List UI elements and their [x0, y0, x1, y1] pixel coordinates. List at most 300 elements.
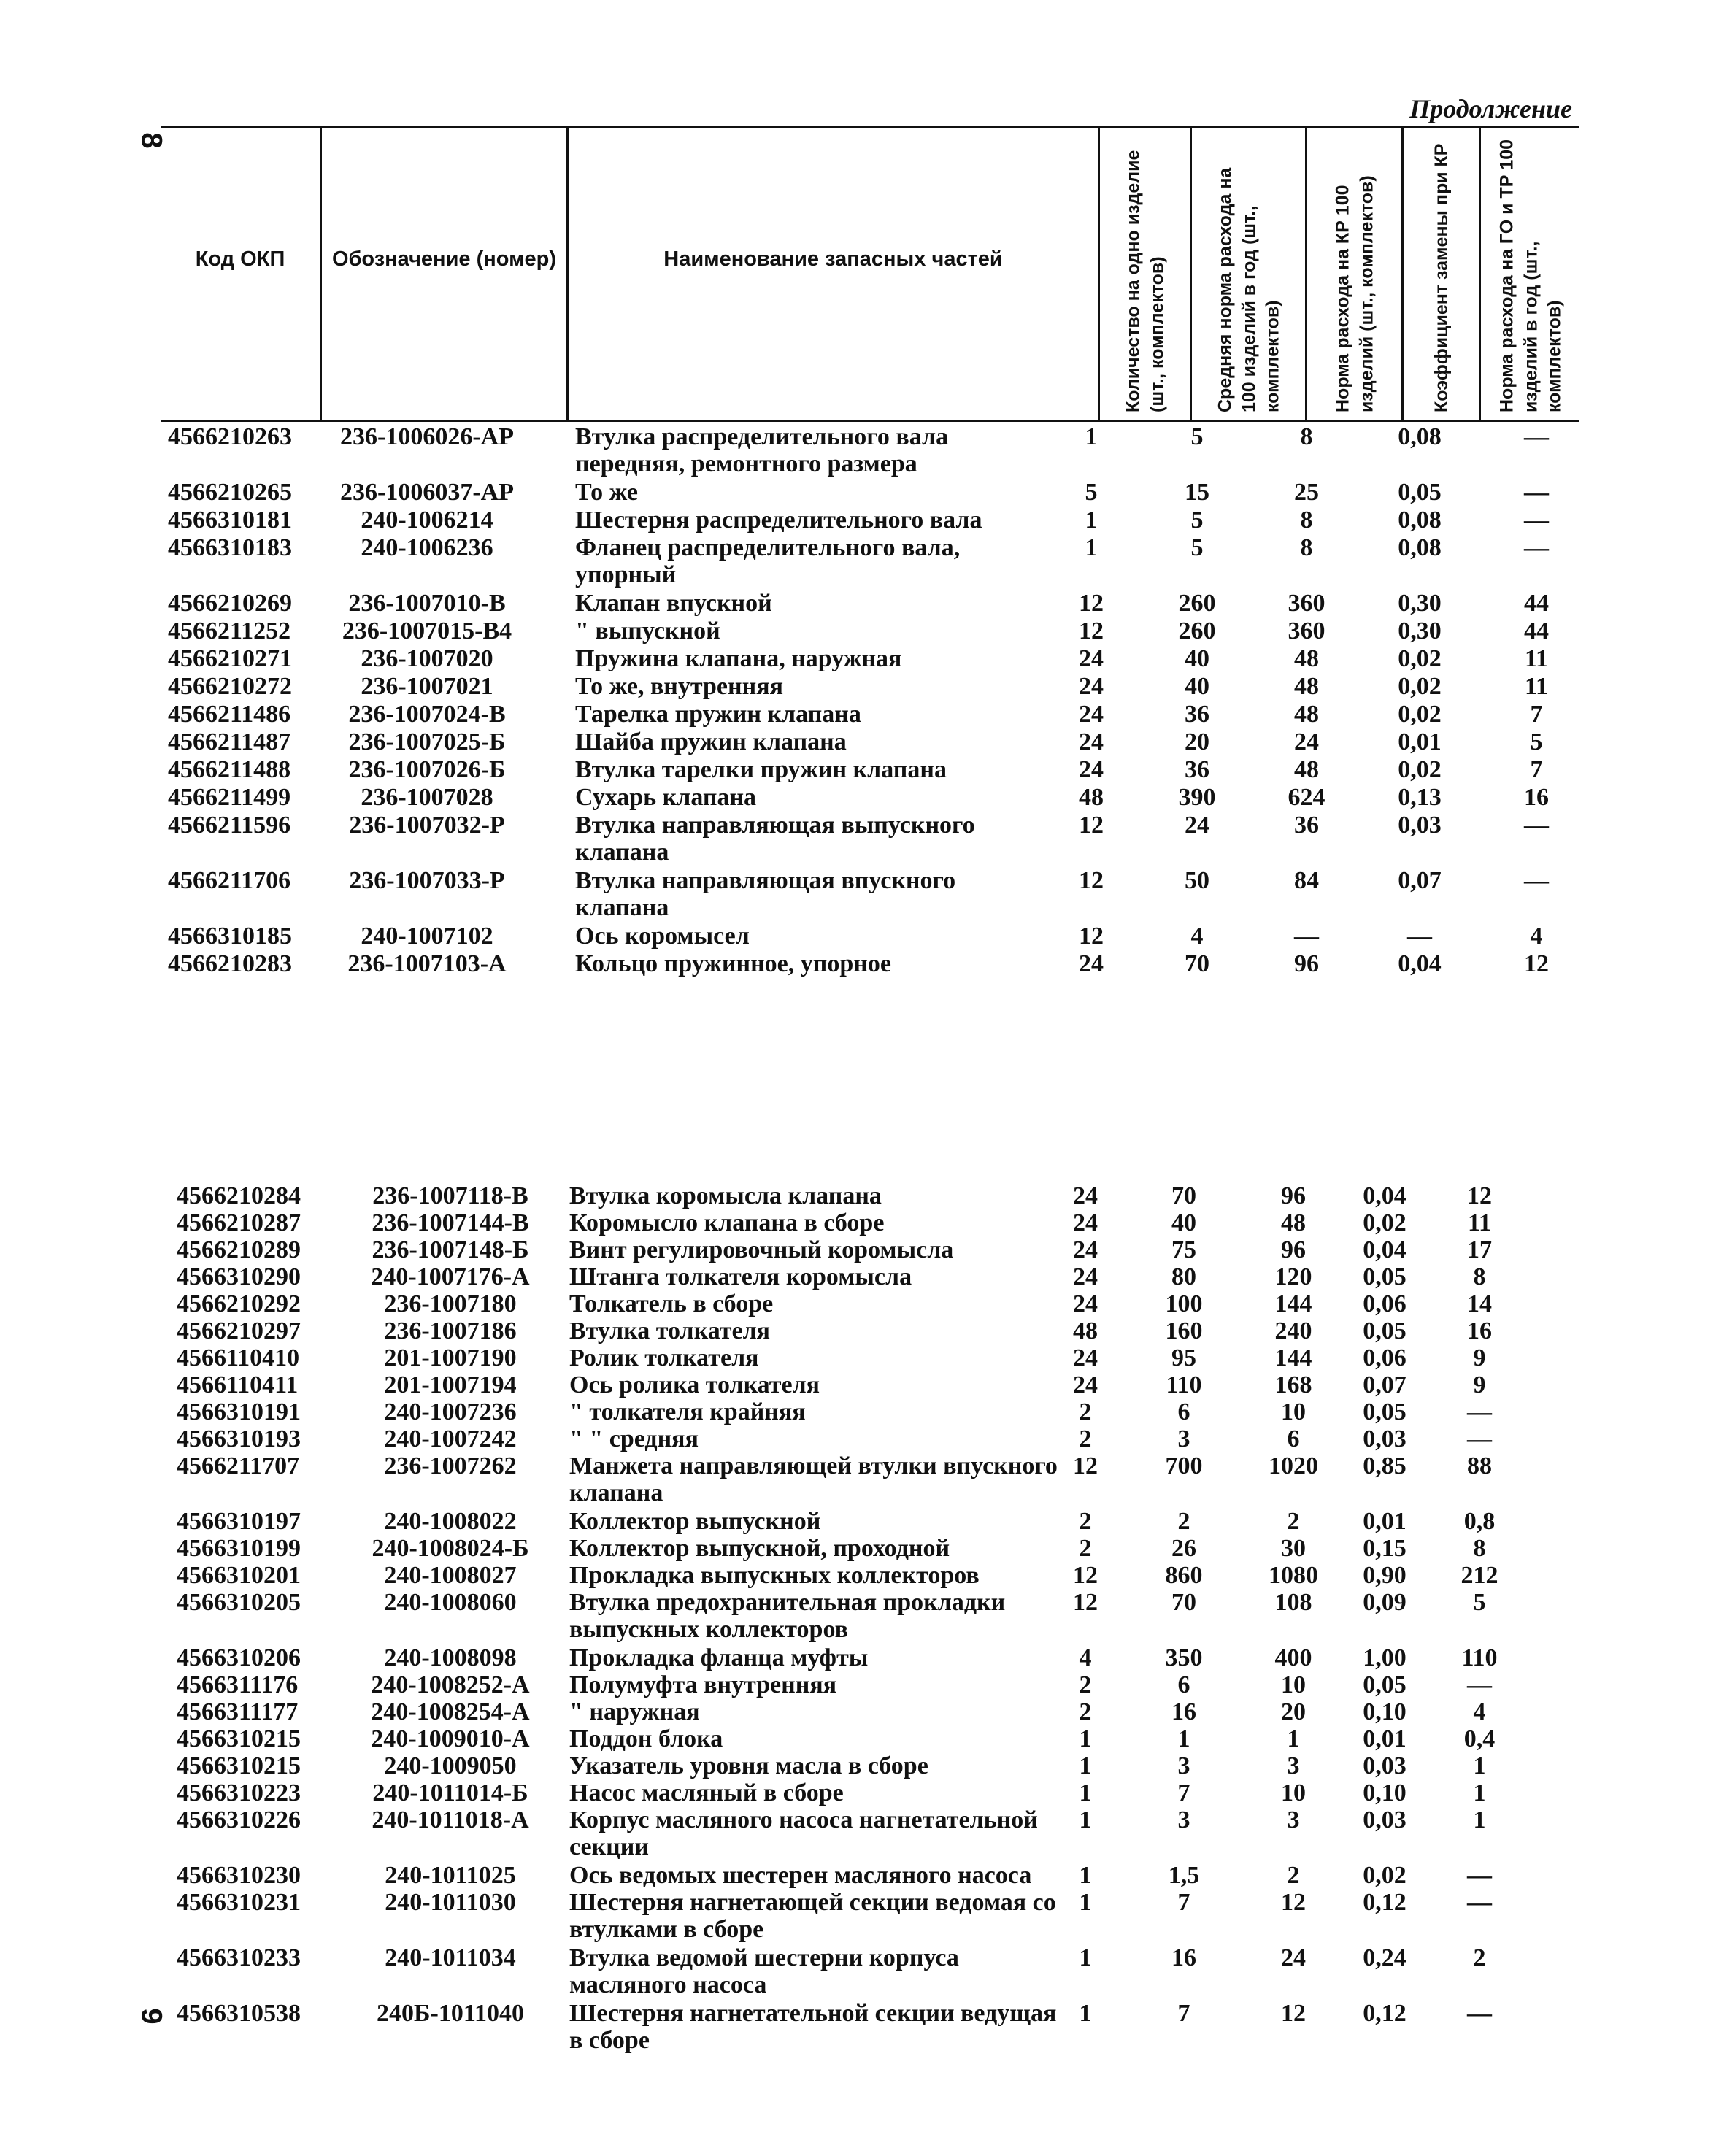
- cell-qty: 2: [1079, 1698, 1092, 1725]
- cell-kr: 1: [1287, 1725, 1300, 1752]
- cell-norm: 40: [1185, 673, 1209, 700]
- cell-norm: 260: [1178, 590, 1216, 617]
- cell-norm: 350: [1165, 1644, 1203, 1671]
- cell-go: —: [1467, 1425, 1492, 1452]
- cell-kr: 144: [1274, 1344, 1312, 1371]
- cell-kr: 96: [1281, 1182, 1306, 1209]
- cell-name: Ролик толкателя: [569, 1344, 759, 1371]
- cell-go: 5: [1530, 728, 1543, 755]
- cell-coef: 0,05: [1398, 479, 1442, 506]
- cell-code: 4566310290: [177, 1263, 301, 1290]
- cell-coef: 0,90: [1363, 1562, 1406, 1589]
- cell-code: 4566211487: [168, 728, 291, 755]
- cell-norm: 80: [1171, 1263, 1196, 1290]
- cell-name: Прокладка выпускных коллекторов: [569, 1562, 980, 1589]
- cell-code: 4566310181: [168, 507, 292, 534]
- cell-qty: 2: [1079, 1535, 1092, 1562]
- cell-norm: 36: [1185, 701, 1209, 728]
- cell-code: 4566310215: [177, 1725, 301, 1752]
- cell-num: 240-1008254-А: [371, 1698, 530, 1725]
- cell-go: 1: [1473, 1779, 1486, 1806]
- cell-num: 240-1009050: [384, 1752, 517, 1779]
- cell-coef: 0,08: [1398, 534, 1442, 561]
- cell-code: 4566310231: [177, 1889, 301, 1916]
- cell-name: " наружная: [569, 1698, 700, 1725]
- header-coef: Коэффициент замены при КР: [1401, 128, 1479, 420]
- cell-go: 88: [1467, 1452, 1492, 1479]
- cell-coef: —: [1407, 923, 1432, 950]
- cell-go: 4: [1530, 923, 1543, 950]
- cell-kr: 96: [1281, 1236, 1306, 1263]
- cell-qty: 48: [1079, 784, 1104, 811]
- cell-code: 4566210292: [177, 1290, 301, 1317]
- cell-coef: 0,12: [1363, 1889, 1406, 1916]
- cell-go: 12: [1524, 950, 1549, 977]
- cell-qty: 24: [1079, 950, 1104, 977]
- cell-qty: 5: [1085, 479, 1098, 506]
- cell-code: 4566310199: [177, 1535, 301, 1562]
- cell-coef: 0,05: [1363, 1398, 1406, 1425]
- cell-name: Клапан впускной: [575, 590, 772, 617]
- cell-go: 17: [1467, 1236, 1492, 1263]
- cell-kr: 36: [1294, 812, 1319, 839]
- cell-name: Шестерня нагнетающей секции ведомая со втулками в сборе: [569, 1889, 1056, 1943]
- cell-num: 240-1007242: [384, 1425, 517, 1452]
- cell-norm: 110: [1166, 1371, 1202, 1398]
- cell-num: 240-1008024-Б: [372, 1535, 529, 1562]
- cell-name: То же, внутренняя: [575, 673, 783, 700]
- cell-name: То же: [575, 479, 638, 506]
- cell-norm: 7: [1177, 1779, 1190, 1806]
- cell-qty: 12: [1079, 812, 1104, 839]
- cell-kr: 48: [1281, 1209, 1306, 1236]
- cell-qty: 2: [1079, 1398, 1092, 1425]
- cell-qty: 12: [1079, 867, 1104, 894]
- cell-name: " " средняя: [569, 1425, 699, 1452]
- cell-num: 240-1008060: [384, 1589, 517, 1616]
- cell-qty: 24: [1073, 1344, 1098, 1371]
- cell-qty: 24: [1073, 1290, 1098, 1317]
- cell-norm: 5: [1190, 507, 1204, 534]
- cell-code: 4566211707: [177, 1452, 300, 1479]
- cell-name: Коллектор выпускной, проходной: [569, 1535, 950, 1562]
- cell-kr: 48: [1294, 756, 1319, 783]
- cell-norm: 40: [1171, 1209, 1196, 1236]
- cell-name: Втулка толкателя: [569, 1317, 771, 1344]
- cell-num: 236-1007020: [361, 645, 493, 672]
- cell-code: 4566310226: [177, 1806, 301, 1833]
- cell-num: 240-1011034: [385, 1944, 516, 1971]
- cell-coef: 0,05: [1363, 1263, 1406, 1290]
- cell-coef: 0,30: [1398, 590, 1442, 617]
- cell-norm: 4: [1190, 923, 1204, 950]
- cell-name: Винт регулировочный коромысла: [569, 1236, 954, 1263]
- cell-num: 240-1007176-А: [371, 1263, 530, 1290]
- continuation-label: Продолжение: [1409, 94, 1572, 123]
- cell-name: " толкателя крайняя: [569, 1398, 806, 1425]
- cell-kr: 8: [1300, 423, 1313, 450]
- cell-qty: 24: [1079, 645, 1104, 672]
- cell-kr: 30: [1281, 1535, 1306, 1562]
- cell-go: 11: [1524, 645, 1549, 672]
- cell-num: 201-1007190: [384, 1344, 517, 1371]
- cell-code: 4566210272: [168, 673, 292, 700]
- cell-name: Шестерня распределительного вала: [575, 507, 982, 534]
- cell-go: 8: [1473, 1263, 1486, 1290]
- cell-name: Сухарь клапана: [575, 784, 757, 811]
- cell-coef: 0,10: [1363, 1698, 1406, 1725]
- cell-num: 236-1007032-Р: [349, 812, 505, 839]
- cell-num: 236-1007025-Б: [348, 728, 506, 755]
- cell-name: Толкатель в сборе: [569, 1290, 774, 1317]
- cell-name: Втулка направляющая впускного клапана: [575, 867, 956, 921]
- cell-coef: 0,02: [1398, 756, 1442, 783]
- cell-coef: 0,15: [1363, 1535, 1406, 1562]
- cell-name: Ось ведомых шестерен масляного насоса: [569, 1862, 1032, 1889]
- cell-coef: 0,06: [1363, 1290, 1406, 1317]
- cell-coef: 0,13: [1398, 784, 1442, 811]
- cell-norm: 1,5: [1168, 1862, 1200, 1889]
- cell-coef: 0,85: [1363, 1452, 1406, 1479]
- header-kr-norm: Норма расхода на КР 100 изделий (шт., комплектов): [1305, 128, 1401, 420]
- cell-coef: 0,03: [1363, 1752, 1406, 1779]
- cell-coef: 0,07: [1398, 867, 1442, 894]
- cell-code: 4566210265: [168, 479, 292, 506]
- cell-norm: 390: [1178, 784, 1216, 811]
- header-designation: Обозначение (номер): [320, 128, 566, 420]
- cell-name: Коллектор выпускной: [569, 1508, 821, 1535]
- cell-name: Втулка коромысла клапана: [569, 1182, 882, 1209]
- cell-num: 240-1011030: [385, 1889, 516, 1916]
- cell-qty: 24: [1073, 1263, 1098, 1290]
- cell-qty: 1: [1085, 423, 1098, 450]
- cell-name: Фланец распределительного вала, упорный: [575, 534, 961, 588]
- cell-kr: 48: [1294, 673, 1319, 700]
- cell-qty: 1: [1079, 1889, 1092, 1916]
- cell-num: 236-1007144-В: [372, 1209, 529, 1236]
- cell-name: Указатель уровня масла в сборе: [569, 1752, 928, 1779]
- cell-kr: 25: [1294, 479, 1319, 506]
- cell-go: 0,4: [1463, 1725, 1496, 1752]
- cell-qty: 24: [1073, 1209, 1098, 1236]
- cell-kr: 108: [1274, 1589, 1312, 1616]
- cell-name: Втулка направляющая выпускного клапана: [575, 812, 975, 866]
- cell-num: 240-1011025: [385, 1862, 516, 1889]
- cell-qty: 12: [1073, 1452, 1098, 1479]
- cell-kr: 10: [1281, 1671, 1306, 1698]
- cell-qty: 1: [1079, 1806, 1092, 1833]
- cell-norm: 15: [1185, 479, 1209, 506]
- cell-norm: 75: [1171, 1236, 1196, 1263]
- cell-coef: 0,03: [1363, 1425, 1406, 1452]
- cell-code: 4566210284: [177, 1182, 301, 1209]
- cell-code: 4566310183: [168, 534, 292, 561]
- cell-kr: 48: [1294, 645, 1319, 672]
- cell-coef: 0,03: [1398, 812, 1442, 839]
- cell-num: 240Б-1011040: [377, 2000, 524, 2027]
- cell-coef: 0,01: [1363, 1508, 1406, 1535]
- cell-name: Шестерня нагнетательной секции ведущая в сборе: [569, 2000, 1057, 2054]
- cell-num: 240-1008022: [384, 1508, 517, 1535]
- cell-num: 236-1007186: [384, 1317, 517, 1344]
- cell-name: Ось коромысел: [575, 923, 750, 950]
- cell-code: 4566310230: [177, 1862, 301, 1889]
- cell-num: 236-1007028: [361, 784, 493, 811]
- cell-kr: 360: [1288, 617, 1325, 644]
- cell-coef: 0,04: [1398, 950, 1442, 977]
- cell-num: 236-1007118-В: [372, 1182, 528, 1209]
- cell-go: 16: [1467, 1317, 1492, 1344]
- cell-qty: 1: [1079, 1725, 1092, 1752]
- cell-num: 240-1009010-А: [371, 1725, 530, 1752]
- cell-code: 4566210263: [168, 423, 292, 450]
- cell-code: 4566310233: [177, 1944, 301, 1971]
- page-number-top: 8: [135, 132, 168, 149]
- cell-code: 4566310538: [177, 2000, 301, 2027]
- cell-go: 16: [1524, 784, 1549, 811]
- cell-coef: 0,08: [1398, 423, 1442, 450]
- cell-code: 4566210287: [177, 1209, 301, 1236]
- cell-norm: 3: [1177, 1752, 1190, 1779]
- cell-num: 236-1007015-В4: [342, 617, 512, 644]
- cell-go: 44: [1524, 617, 1549, 644]
- cell-coef: 0,08: [1398, 507, 1442, 534]
- cell-code: 4566310193: [177, 1425, 301, 1452]
- cell-qty: 12: [1079, 590, 1104, 617]
- cell-num: 240-1011014-Б: [372, 1779, 528, 1806]
- cell-go: 14: [1467, 1290, 1492, 1317]
- cell-kr: 24: [1281, 1944, 1306, 1971]
- cell-coef: 0,02: [1398, 645, 1442, 672]
- cell-name: Втулка предохранительная прокладки выпускных коллекторов: [569, 1589, 1006, 1643]
- cell-coef: 0,01: [1398, 728, 1442, 755]
- cell-kr: 2: [1287, 1862, 1300, 1889]
- cell-coef: 1,00: [1363, 1644, 1406, 1671]
- cell-kr: 8: [1300, 507, 1313, 534]
- cell-code: 4566310197: [177, 1508, 301, 1535]
- cell-num: 236-1006037-АР: [340, 479, 514, 506]
- cell-qty: 4: [1079, 1644, 1092, 1671]
- cell-kr: 360: [1288, 590, 1325, 617]
- cell-norm: 700: [1165, 1452, 1203, 1479]
- cell-name: Втулка тарелки пружин клапана: [575, 756, 947, 783]
- cell-code: 4566210283: [168, 950, 292, 977]
- cell-qty: 1: [1079, 1862, 1092, 1889]
- cell-num: 240-1006236: [361, 534, 493, 561]
- cell-name: Пружина клапана, наружная: [575, 645, 902, 672]
- cell-code: 4566310201: [177, 1562, 301, 1589]
- cell-coef: 0,05: [1363, 1317, 1406, 1344]
- cell-coef: 0,05: [1363, 1671, 1406, 1698]
- cell-qty: 24: [1079, 756, 1104, 783]
- cell-num: 240-1011018-А: [372, 1806, 529, 1833]
- cell-go: 11: [1524, 673, 1549, 700]
- cell-kr: 3: [1287, 1806, 1300, 1833]
- cell-go: 4: [1473, 1698, 1486, 1725]
- cell-go: 44: [1524, 590, 1549, 617]
- cell-name: Насос масляный в сборе: [569, 1779, 844, 1806]
- cell-code: 4566211596: [168, 812, 291, 839]
- cell-coef: 0,12: [1363, 2000, 1406, 2027]
- cell-code: 4566311177: [177, 1698, 299, 1725]
- cell-num: 236-1007024-В: [348, 701, 506, 728]
- cell-code: 4566210271: [168, 645, 292, 672]
- cell-qty: 1: [1085, 507, 1098, 534]
- cell-code: 4566310185: [168, 923, 292, 950]
- cell-qty: 24: [1073, 1182, 1098, 1209]
- cell-norm: 3: [1177, 1425, 1190, 1452]
- cell-norm: 26: [1171, 1535, 1196, 1562]
- cell-coef: 0,10: [1363, 1779, 1406, 1806]
- cell-norm: 95: [1171, 1344, 1196, 1371]
- cell-qty: 1: [1085, 534, 1098, 561]
- cell-kr: 96: [1294, 950, 1319, 977]
- cell-qty: 24: [1073, 1371, 1098, 1398]
- cell-qty: 1: [1079, 1779, 1092, 1806]
- cell-qty: 24: [1079, 673, 1104, 700]
- cell-num: 240-1008027: [384, 1562, 517, 1589]
- cell-num: 236-1007180: [384, 1290, 517, 1317]
- cell-kr: 400: [1274, 1644, 1312, 1671]
- cell-code: 4566211486: [168, 701, 291, 728]
- cell-code: 4566211252: [168, 617, 291, 644]
- cell-go: 1: [1473, 1806, 1486, 1833]
- cell-go: —: [1524, 479, 1549, 506]
- cell-kr: 84: [1294, 867, 1319, 894]
- cell-norm: 16: [1171, 1698, 1196, 1725]
- cell-code: 4566310191: [177, 1398, 301, 1425]
- cell-go: 12: [1467, 1182, 1492, 1209]
- cell-norm: 160: [1165, 1317, 1203, 1344]
- cell-norm: 36: [1185, 756, 1209, 783]
- table-header: [161, 126, 1579, 422]
- cell-coef: 0,24: [1363, 1944, 1406, 1971]
- cell-qty: 12: [1079, 617, 1104, 644]
- cell-qty: 2: [1079, 1425, 1092, 1452]
- cell-kr: 1080: [1269, 1562, 1318, 1589]
- cell-kr: 24: [1294, 728, 1319, 755]
- cell-go: 8: [1473, 1535, 1486, 1562]
- cell-num: 240-1006214: [361, 507, 493, 534]
- cell-code: 4566211488: [168, 756, 291, 783]
- cell-coef: 0,01: [1363, 1725, 1406, 1752]
- cell-num: 236-1006026-АР: [340, 423, 514, 450]
- cell-qty: 24: [1073, 1236, 1098, 1263]
- cell-name: Шайба пружин клапана: [575, 728, 847, 755]
- cell-norm: 100: [1165, 1290, 1203, 1317]
- cell-num: 236-1007021: [361, 673, 493, 700]
- cell-norm: 7: [1177, 1889, 1190, 1916]
- cell-code: 4566210269: [168, 590, 292, 617]
- cell-num: 236-1007026-Б: [348, 756, 506, 783]
- cell-kr: 20: [1281, 1698, 1306, 1725]
- cell-kr: 6: [1287, 1425, 1300, 1452]
- page-number-bottom: 9: [135, 2008, 168, 2025]
- cell-num: 240-1007236: [384, 1398, 517, 1425]
- cell-go: 1: [1473, 1752, 1486, 1779]
- cell-name: Полумуфта внутренняя: [569, 1671, 837, 1698]
- cell-name: Тарелка пружин клапана: [575, 701, 861, 728]
- cell-coef: 0,04: [1363, 1182, 1406, 1209]
- cell-norm: 2: [1177, 1508, 1190, 1535]
- cell-go: —: [1467, 2000, 1492, 2027]
- cell-name: Поддон блока: [569, 1725, 723, 1752]
- cell-num: 236-1007262: [384, 1452, 517, 1479]
- header-code: Код ОКП: [195, 247, 285, 271]
- cell-coef: 0,02: [1363, 1862, 1406, 1889]
- cell-num: 201-1007194: [384, 1371, 517, 1398]
- cell-go: 5: [1473, 1589, 1486, 1616]
- cell-coef: 0,04: [1363, 1236, 1406, 1263]
- cell-go: —: [1524, 534, 1549, 561]
- cell-code: 4566310215: [177, 1752, 301, 1779]
- cell-kr: 144: [1274, 1290, 1312, 1317]
- cell-coef: 0,03: [1363, 1806, 1406, 1833]
- cell-go: —: [1524, 423, 1549, 450]
- cell-coef: 0,02: [1363, 1209, 1406, 1236]
- cell-norm: 16: [1171, 1944, 1196, 1971]
- header-qty: Количество на одно изделие (шт., комплектов): [1098, 128, 1190, 420]
- cell-norm: 50: [1185, 867, 1209, 894]
- cell-norm: 70: [1171, 1182, 1196, 1209]
- cell-qty: 2: [1079, 1508, 1092, 1535]
- cell-go: —: [1467, 1889, 1492, 1916]
- cell-name: Коромысло клапана в сборе: [569, 1209, 885, 1236]
- cell-norm: 6: [1177, 1671, 1190, 1698]
- cell-name: Манжета направляющей втулки впускного клапана: [569, 1452, 1058, 1506]
- cell-name: Втулка распределительного вала передняя, ремонтного размера: [575, 423, 949, 477]
- cell-num: 236-1007103-А: [347, 950, 507, 977]
- cell-qty: 1: [1079, 1752, 1092, 1779]
- cell-go: —: [1524, 507, 1549, 534]
- cell-num: 236-1007033-Р: [349, 867, 505, 894]
- cell-go: 212: [1461, 1562, 1498, 1589]
- cell-num: 240-1007102: [361, 923, 493, 950]
- cell-norm: 20: [1185, 728, 1209, 755]
- cell-num: 236-1007148-Б: [372, 1236, 529, 1263]
- cell-go: —: [1524, 812, 1549, 839]
- cell-code: 4566110411: [177, 1371, 299, 1398]
- cell-norm: 40: [1185, 645, 1209, 672]
- cell-code: 4566310223: [177, 1779, 301, 1806]
- cell-kr: —: [1294, 923, 1319, 950]
- cell-num: 240-1008098: [384, 1644, 517, 1671]
- cell-norm: 7: [1177, 2000, 1190, 2027]
- cell-kr: 240: [1274, 1317, 1312, 1344]
- cell-norm: 6: [1177, 1398, 1190, 1425]
- cell-norm: 860: [1165, 1562, 1203, 1589]
- cell-qty: 48: [1073, 1317, 1098, 1344]
- cell-qty: 1: [1079, 1944, 1092, 1971]
- cell-norm: 70: [1185, 950, 1209, 977]
- cell-go: 7: [1530, 701, 1543, 728]
- cell-go: —: [1467, 1671, 1492, 1698]
- cell-kr: 3: [1287, 1752, 1300, 1779]
- cell-qty: 1: [1079, 2000, 1092, 2027]
- cell-norm: 70: [1171, 1589, 1196, 1616]
- header-avg-norm: Средняя норма расхода на 100 изделий в год (шт., комплектов): [1190, 128, 1305, 420]
- cell-go: 7: [1530, 756, 1543, 783]
- cell-norm: 1: [1177, 1725, 1190, 1752]
- cell-qty: 24: [1079, 728, 1104, 755]
- cell-code: 4566210289: [177, 1236, 301, 1263]
- cell-norm: 3: [1177, 1806, 1190, 1833]
- cell-qty: 24: [1079, 701, 1104, 728]
- cell-norm: 5: [1190, 423, 1204, 450]
- cell-kr: 2: [1287, 1508, 1300, 1535]
- cell-name: Ось ролика толкателя: [569, 1371, 820, 1398]
- cell-coef: 0,02: [1398, 701, 1442, 728]
